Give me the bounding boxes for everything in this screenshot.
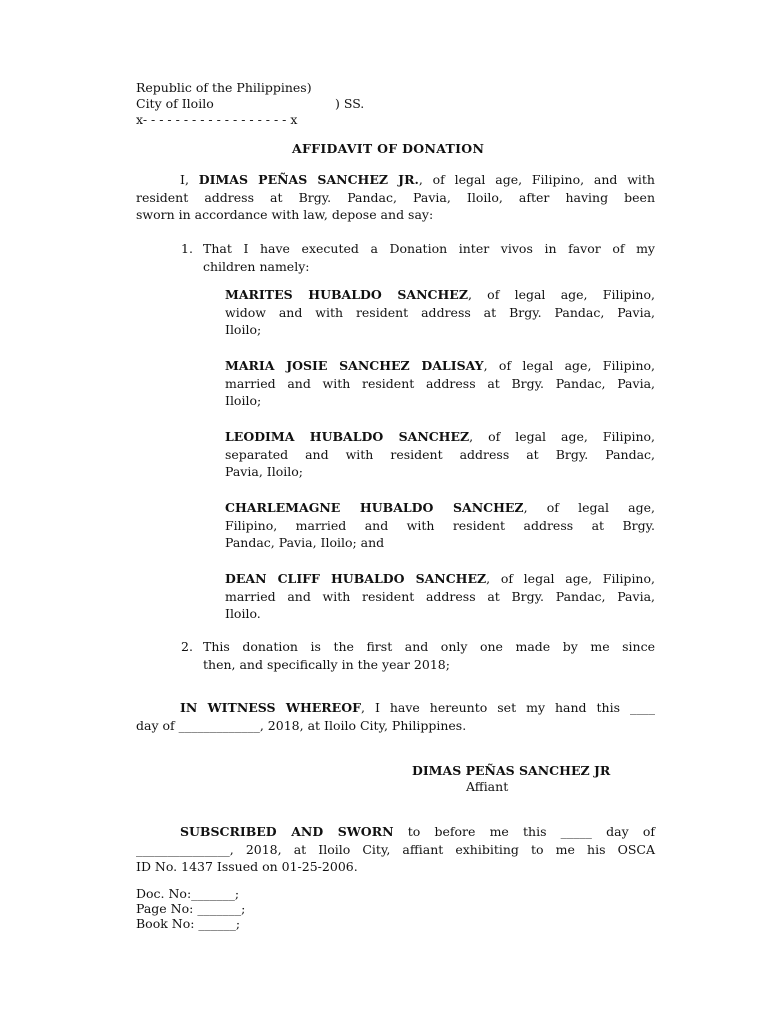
child-entry (225, 428, 655, 481)
item-1-number: 1. (181, 241, 193, 256)
signature-name: DIMAS PEÑAS SANCHEZ JR (412, 763, 611, 778)
child-entry (225, 286, 655, 339)
child-line-1 (225, 286, 655, 304)
intro-line-1-rest: , of legal age, Filipino, and with (418, 172, 655, 187)
child-line-1 (225, 499, 655, 517)
caption-x-line: x- - - - - - - - - - - - - - - - - - x (136, 112, 298, 127)
jurat-bold: SUBSCRIBED AND SWORN (180, 824, 394, 839)
child-entry (225, 570, 655, 623)
child-line-2: married and with resident address at Brgy. Pandac, Pavia, (225, 588, 655, 604)
item-2-line-1: This donation is the first and only one made by me since (203, 639, 655, 654)
item-2-number: 2. (181, 639, 193, 654)
child-line-3: Pandac, Pavia, Iloilo; and (225, 535, 385, 550)
witness-bold: IN WITNESS WHEREOF (180, 700, 361, 715)
child-line-1 (225, 428, 655, 446)
child-line-1-rest: , of legal age, (523, 500, 655, 515)
child-line-2: Filipino, married and with resident address at Brgy. (225, 517, 655, 533)
child-name: MARITES HUBALDO SANCHEZ (225, 287, 468, 302)
child-line-2: widow and with resident address at Brgy. Pandac, Pavia, (225, 304, 655, 320)
intro-prefix: I, (180, 172, 189, 187)
child-entry (225, 357, 655, 410)
item-1-line-2: children namely: (203, 258, 310, 274)
notarial-book-no: Book No: ______; (136, 916, 241, 931)
document-title: AFFIDAVIT OF DONATION (292, 141, 485, 156)
caption-ss: ) SS. (335, 96, 365, 111)
child-line-1-rest: , of legal age, Filipino, (483, 358, 655, 373)
child-line-1-rest: , of legal age, Filipino, (469, 429, 655, 444)
intro-paragraph (136, 171, 655, 224)
child-entry (225, 499, 655, 552)
item-2-text (203, 638, 655, 673)
jurat-line-1-rest: to before me this _____ day of (393, 824, 655, 839)
child-line-1-rest: , of legal age, Filipino, (467, 287, 655, 302)
intro-line-3: sworn in accordance with law, depose and say: (136, 207, 434, 222)
jurat-line-3: ID No. 1437 Issued on 01-25-2006. (136, 859, 358, 874)
notarial-page-no: Page No: _______; (136, 901, 246, 916)
intro-line-1 (136, 171, 655, 189)
child-line-2: married and with resident address at Brgy. Pandac, Pavia, (225, 375, 655, 391)
child-name: LEODIMA HUBALDO SANCHEZ (225, 429, 470, 444)
caption-city: City of Iloilo (136, 96, 214, 111)
item-1-text (203, 240, 655, 275)
signature-role: Affiant (466, 779, 509, 794)
child-name: CHARLEMAGNE HUBALDO SANCHEZ (225, 500, 524, 515)
jurat-paragraph (136, 823, 655, 876)
witness-paragraph (136, 699, 655, 734)
jurat-line-1 (136, 823, 655, 841)
child-name: DEAN CLIFF HUBALDO SANCHEZ (225, 571, 487, 586)
notarial-doc-no: Doc. No:_______; (136, 886, 240, 901)
witness-line-1 (136, 699, 655, 717)
child-line-1-rest: , of legal age, Filipino, (486, 571, 655, 586)
child-line-1 (225, 357, 655, 375)
item-1-line-1: That I have executed a Donation inter vivos in favor of my (203, 241, 655, 256)
intro-line-2: resident address at Brgy. Pandac, Pavia, Iloilo, after having been (136, 189, 655, 205)
child-line-3: Iloilo; (225, 322, 262, 337)
affiant-name-intro: DIMAS PEÑAS SANCHEZ JR. (198, 172, 419, 187)
witness-line-2: day of _____________, 2018, at Iloilo City, Philippines. (136, 717, 467, 733)
child-line-3: Iloilo. (225, 606, 261, 621)
item-2-line-2: then, and specifically in the year 2018; (203, 656, 450, 672)
caption-republic: Republic of the Philippines) (136, 80, 312, 95)
jurat-line-2: _______________, 2018, at Iloilo City, affiant exhibiting to me his OSCA (136, 841, 655, 857)
witness-line-1-rest: , I have hereunto set my hand this ____ (360, 700, 655, 715)
child-line-1 (225, 570, 655, 588)
child-line-3: Iloilo; (225, 393, 262, 408)
child-line-3: Pavia, Iloilo; (225, 464, 303, 479)
child-line-2: separated and with resident address at Brgy. Pandac, (225, 446, 655, 462)
child-name: MARIA JOSIE SANCHEZ DALISAY (225, 358, 484, 373)
